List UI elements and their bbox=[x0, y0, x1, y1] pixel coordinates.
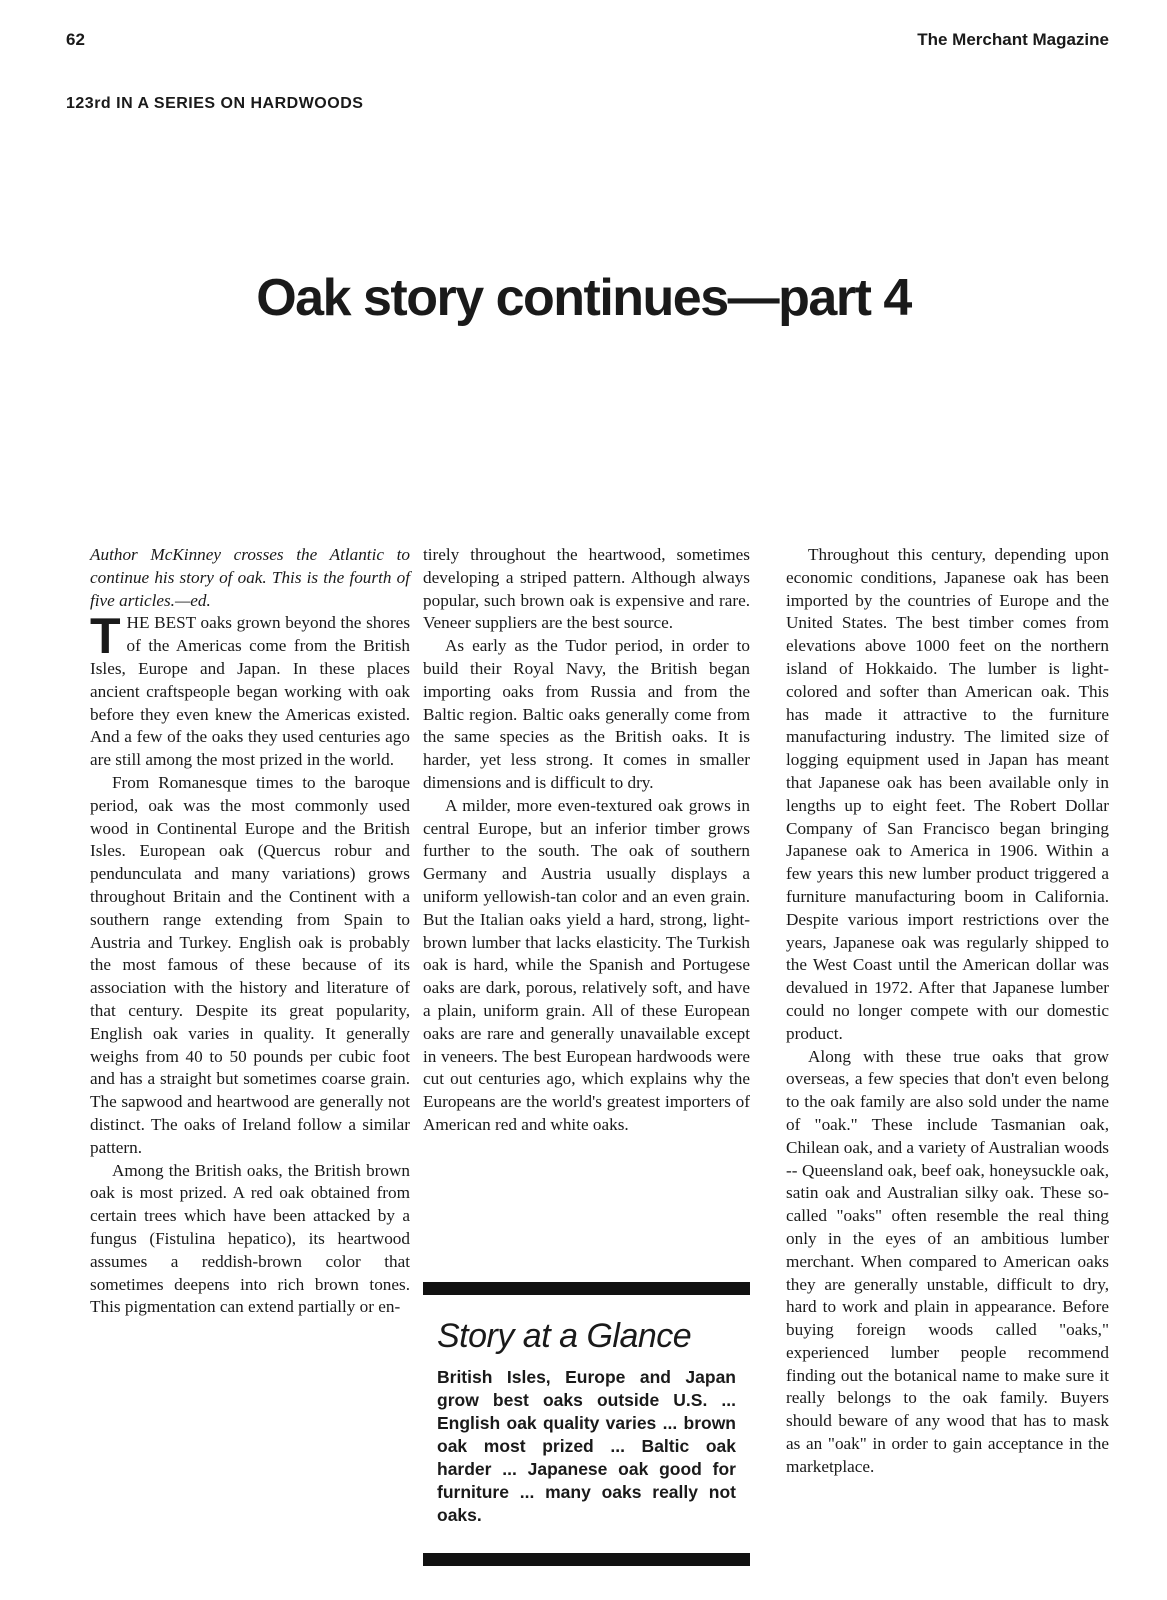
glance-title: Story at a Glance bbox=[437, 1317, 692, 1355]
story-at-a-glance-box bbox=[423, 1282, 750, 1566]
drop-cap: T bbox=[90, 608, 121, 665]
column-3 bbox=[786, 544, 1109, 1479]
article-paragraph: tirely throughout the heartwood, sometimes developing a striped pattern. Although always popular, such brown oak is expensive and rare. Veneer suppliers are the best source. bbox=[423, 545, 750, 633]
magazine-name: The Merchant Magazine bbox=[917, 30, 1109, 49]
page-number: 62 bbox=[66, 30, 85, 49]
article-paragraph: As early as the Tudor period, in order to build their Royal Navy, the British began importing oaks from Russia and from the Baltic region. Baltic oaks generally come from the same species as the British oaks. It is harder, yet less strong. It comes in smaller dimensions and is difficult to dry. bbox=[423, 636, 750, 792]
glance-bottom-rule bbox=[423, 1553, 750, 1566]
article-paragraph: From Romanesque times to the baroque period, oak was the most commonly used wood in Continental Europe and the British Isles. European oak (Quercus robur and pendunculata and many variations) grows throughout Britain and the Continent with a southern range extending from Spain to Austria and Turkey. English oak is probably the most famous of these because of its association with the history and literature of that century. Despite its great popularity, English oak varies in quality. It generally weighs from 40 to 50 pounds per cubic foot and has a straight but sometimes coarse grain. The sapwood and heartwood are generally not distinct. The oaks of Ireland follow a similar pattern. bbox=[90, 772, 410, 1157]
article-paragraph: Along with these true oaks that grow overseas, a few species that don't even belong to the oak family are also sold under the name of "oak." These include Tasmanian oak, Chilean oak, and a variety of Australian woods -- Queensland oak, beef oak, honeysuckle oak, satin oak and Australian silky oak. These so-called "oaks" often resemble the real thing only in the eyes of an ambitious lumber merchant. When compared to American oaks they are generally unstable, difficult to dry, hard to work and plain in appearance. Before buying foreign woods called "oaks," experienced lumber people recommend finding out the botanical name to make sure it really belongs to the oak family. Buyers should beware of any wood that has to mask as an "oak" in order to gain acceptance in the marketplace. bbox=[786, 1046, 1109, 1476]
intro-note: Author McKinney crosses the Atlantic to continue his story of oak. This is the fourth of five articles.—ed. bbox=[90, 545, 410, 610]
paragraph-text: oaks grown beyond the shores of the Americas come from the British Isles, Europe and Japan. In these places ancient craftspeople began working with oak before they even knew the Americas existed. And a few of the oaks they used centuries ago are still among the most prized in the world. bbox=[90, 613, 411, 770]
article-paragraph: Throughout this century, depending upon economic conditions, Japanese oak has been imported by the countries of Europe and the United States. The best timber comes from elevations above 1000 feet on the northern island of Hokkaido. The lumber is light-colored and softer than American oak. This has made it attractive to the furniture manufacturing industry. The limited size of logging equipment used in Japan has meant that Japanese oak has been available only in lengths up to eight feet. The Robert Dollar Company of San Francisco began bringing Japanese oak to America in 1906. Within a few years this new lumber product triggered a furniture manufacturing boom in California. Despite various import restrictions over the years, Japanese oak was regularly shipped to the West Coast until the American dollar was devalued in 1972. After that Japanese lumber could no longer compete with our domestic product. bbox=[786, 545, 1109, 1043]
article-title: Oak story continues—part 4 bbox=[256, 269, 911, 327]
glance-summary: British Isles, Europe and Japan grow best oaks outside U.S. ... English oak quality varies ... brown oak most prized ... Baltic oak harder ... Japanese oak good for furniture ... many oaks really not oaks. bbox=[437, 1367, 736, 1525]
article-paragraph: A milder, more even-textured oak grows in central Europe, but an inferior timber grows further to the south. The oak of southern Germany and Austria usually displays a uniform yellowish-tan color and an even grain. But the Italian oaks yield a hard, strong, light-brown lumber that lacks elasticity. The Turkish oak is hard, while the Spanish and Portugese oaks are dark, porous, relatively soft, and have a plain, uniform grain. All of these European oaks are rare and generally unavailable except in veneers. The best European hardwoods were cut out centuries ago, which explains why the Europeans are the world's greatest importers of American red and white oaks. bbox=[423, 795, 750, 1134]
column-1 bbox=[90, 544, 410, 1319]
column-2 bbox=[423, 544, 750, 1137]
article-paragraph: Among the British oaks, the British brown oak is most prized. A red oak obtained from certain trees which have been attacked by a fungus (Fistulina hepatico), its heartwood assumes a reddish-brown color that sometimes deepens into rich brown tones. This pigmentation can extend partially or en- bbox=[90, 1160, 410, 1317]
glance-top-rule bbox=[423, 1282, 750, 1295]
series-label: 123rd IN A SERIES ON HARDWOODS bbox=[66, 95, 364, 112]
lead-in: HE BEST bbox=[126, 613, 196, 633]
article-paragraph bbox=[90, 608, 411, 772]
